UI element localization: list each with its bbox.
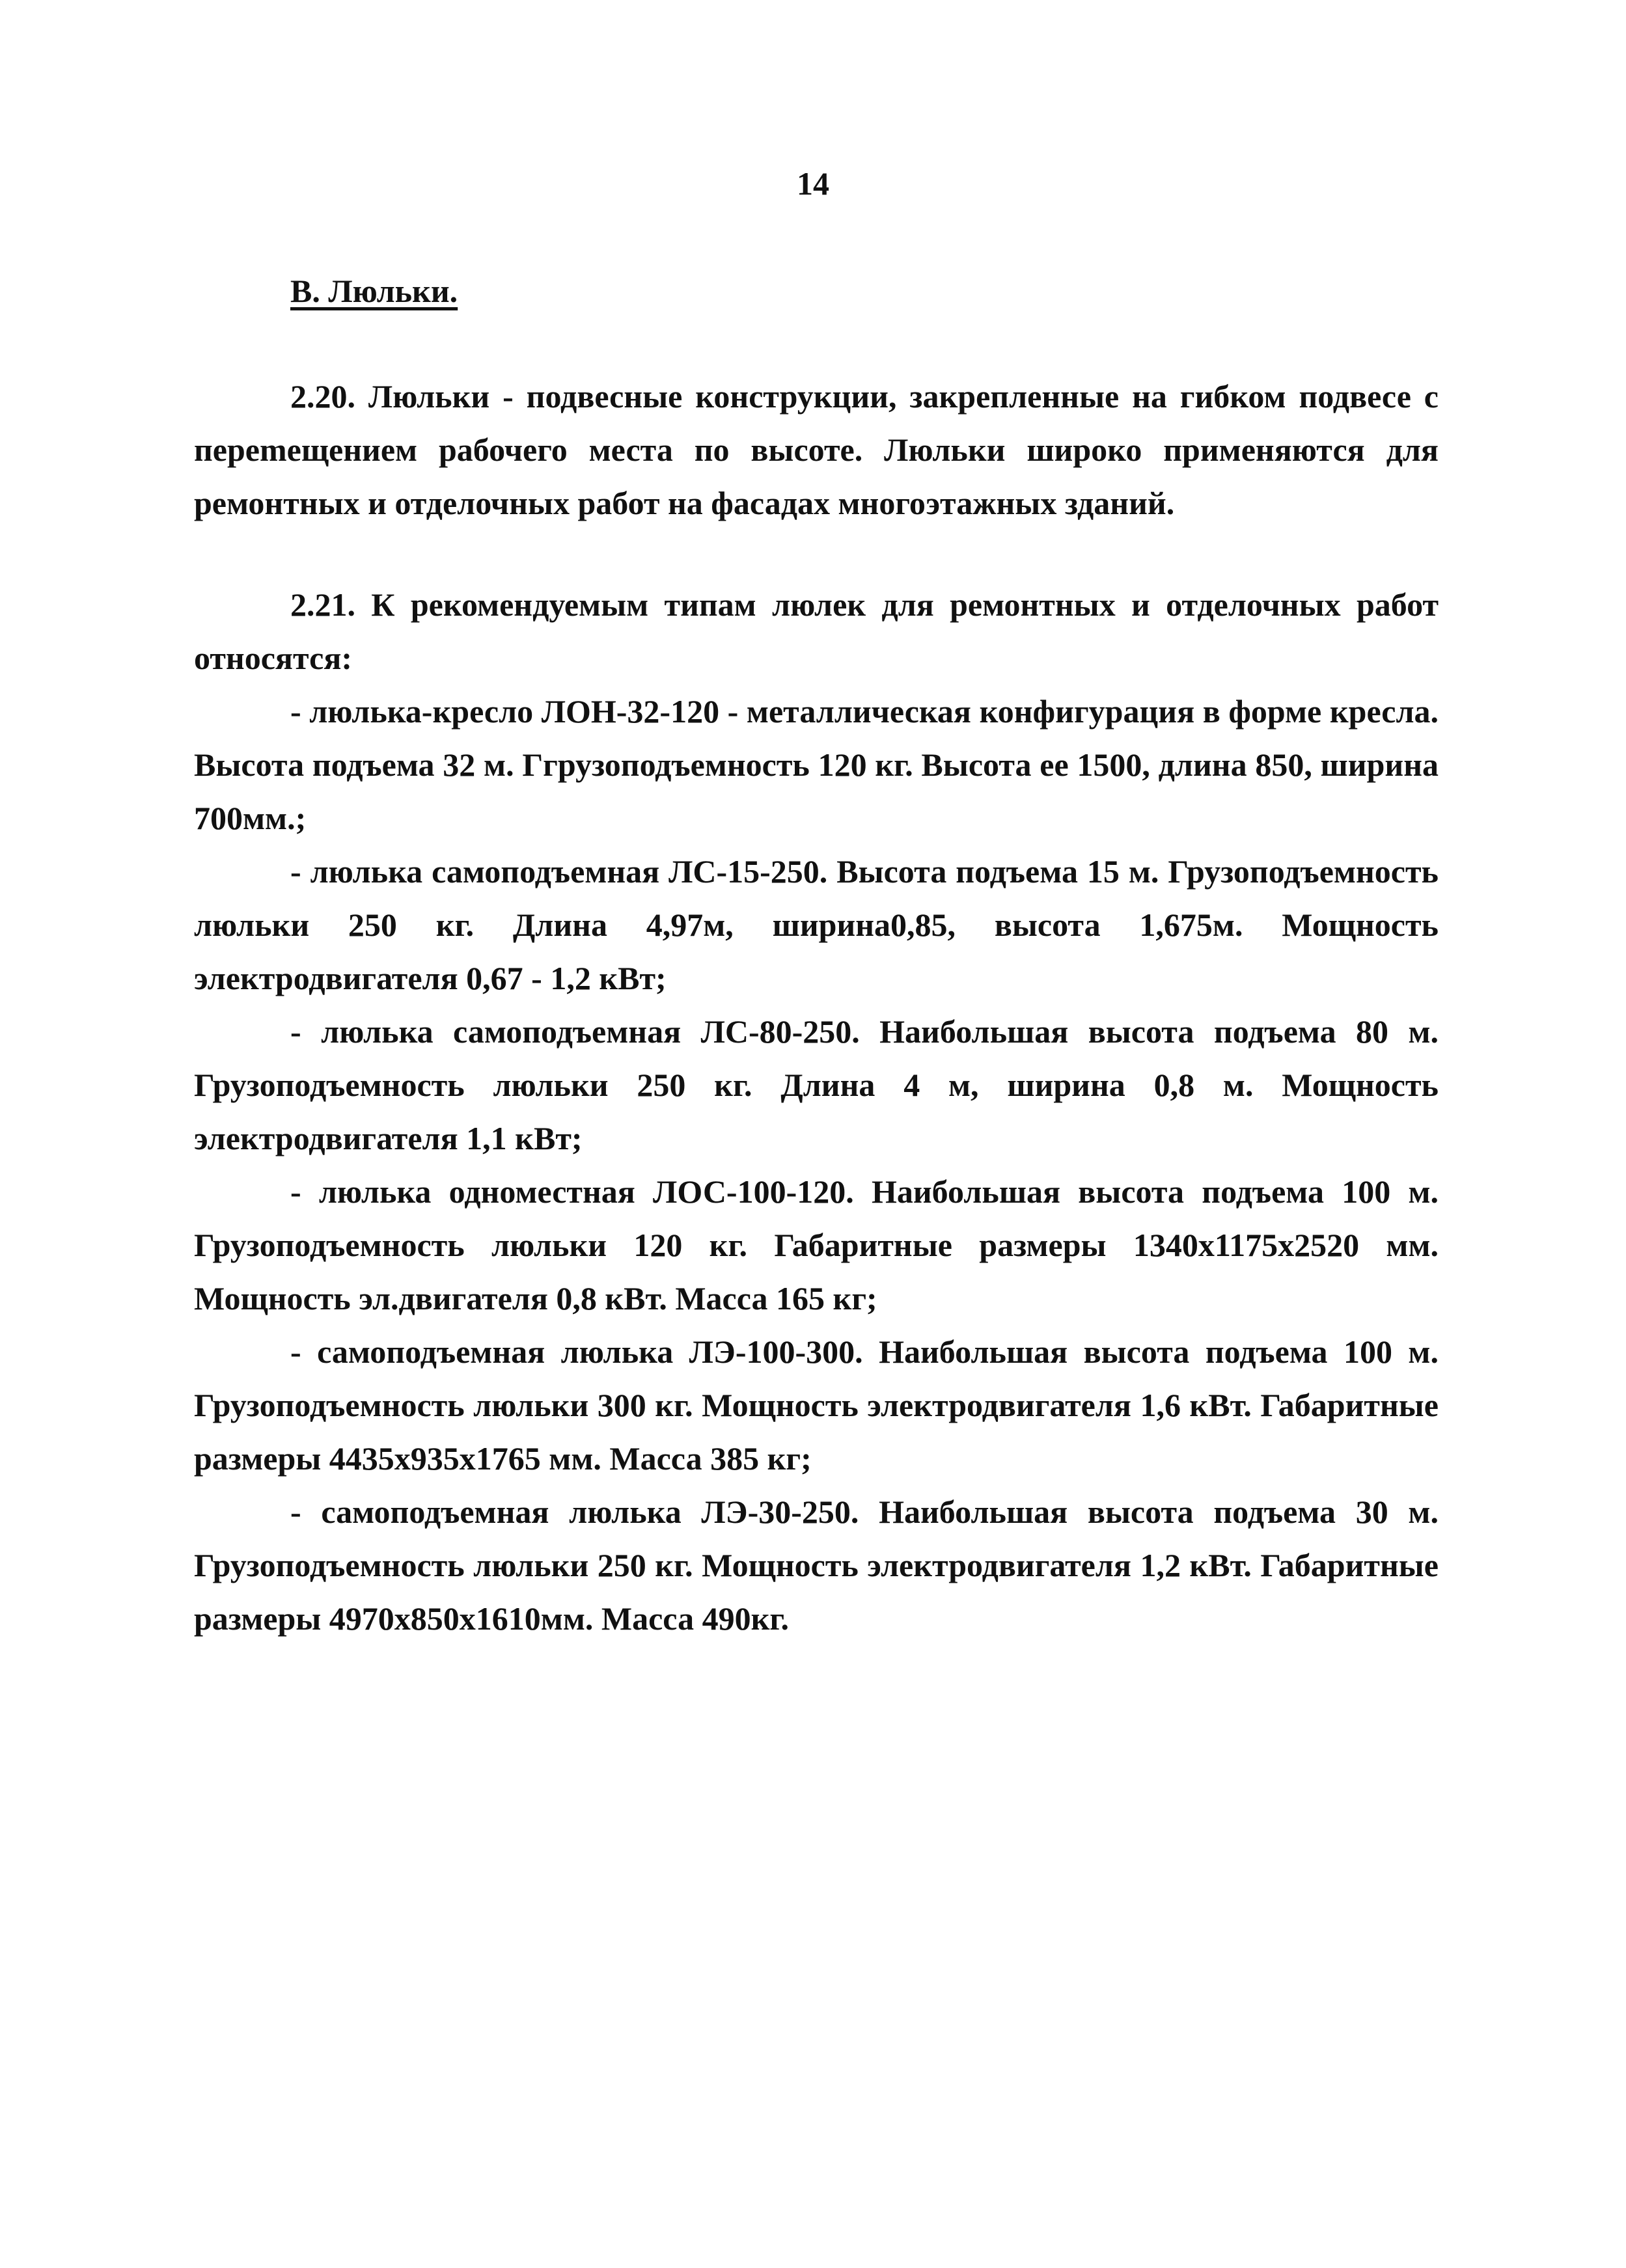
list-item: - самоподъемная люлька ЛЭ-100-300. Наибольшая высота подъема 100 м. Грузоподъемность люльки 300 кг. Мощность электродвигателя 1,6 кВт. Габаритные размеры 4435x935x1765 мм. Масса 385 кг; xyxy=(194,1333,1439,1477)
list-item: - самоподъемная люлька ЛЭ-30-250. Наибольшая высота подъема 30 м. Грузоподъемность люльки 250 кг. Мощность электродвигателя 1,2 кВт. Габаритные размеры 4970x850x1610мм. Масса 490кг. xyxy=(194,1494,1439,1637)
paragraph-2-21-block xyxy=(194,578,1439,1645)
section-heading: В. Люльки. xyxy=(290,273,458,309)
list-item: - люлька самоподъемная ЛС-15-250. Высота подъема 15 м. Грузоподъемность люльки 250 кг. Длина 4,97м, ширина0,85, высота 1,675м. Мощность электродвигателя 0,67 - 1,2 кВт; xyxy=(194,853,1439,996)
list-item: - люлька самоподъемная ЛС-80-250. Наибольшая высота подъема 80 м. Грузоподъемность люльки 250 кг. Длина 4 м, ширина 0,8 м. Мощность электродвигателя 1,1 кВт; xyxy=(194,1013,1439,1156)
paragraph-2-20-block xyxy=(194,370,1439,530)
paragraph-2-20: 2.20. Люльки - подвесные конструкции, закрепленные на гибком подвесе с переmещением рабочего места по высоте. Люльки широко применяются для ремонтных и отделочных работ на фасадах многоэтажных зданий. xyxy=(194,378,1439,521)
list-item: - люлька-кресло ЛОН-32-120 - металлическая конфигурация в форме кресла. Высота подъема 32 м. Ггрузоподъемность 120 кг. Высота ее 1500, длина 850, ширина 700мм.; xyxy=(194,693,1439,836)
paragraph-2-21: 2.21. К рекомендуемым типам люлек для ремонтных и отделочных работ относятся: xyxy=(194,586,1439,676)
list-item: - люлька одноместная ЛОС-100-120. Наибольшая высота подъема 100 м. Грузоподъемность люльки 120 кг. Габаритные размеры 1340x1175x2520 мм. Мощность эл.двигателя 0,8 кВт. Масса 165 кг; xyxy=(194,1173,1439,1317)
page-number: 14 xyxy=(797,165,829,202)
